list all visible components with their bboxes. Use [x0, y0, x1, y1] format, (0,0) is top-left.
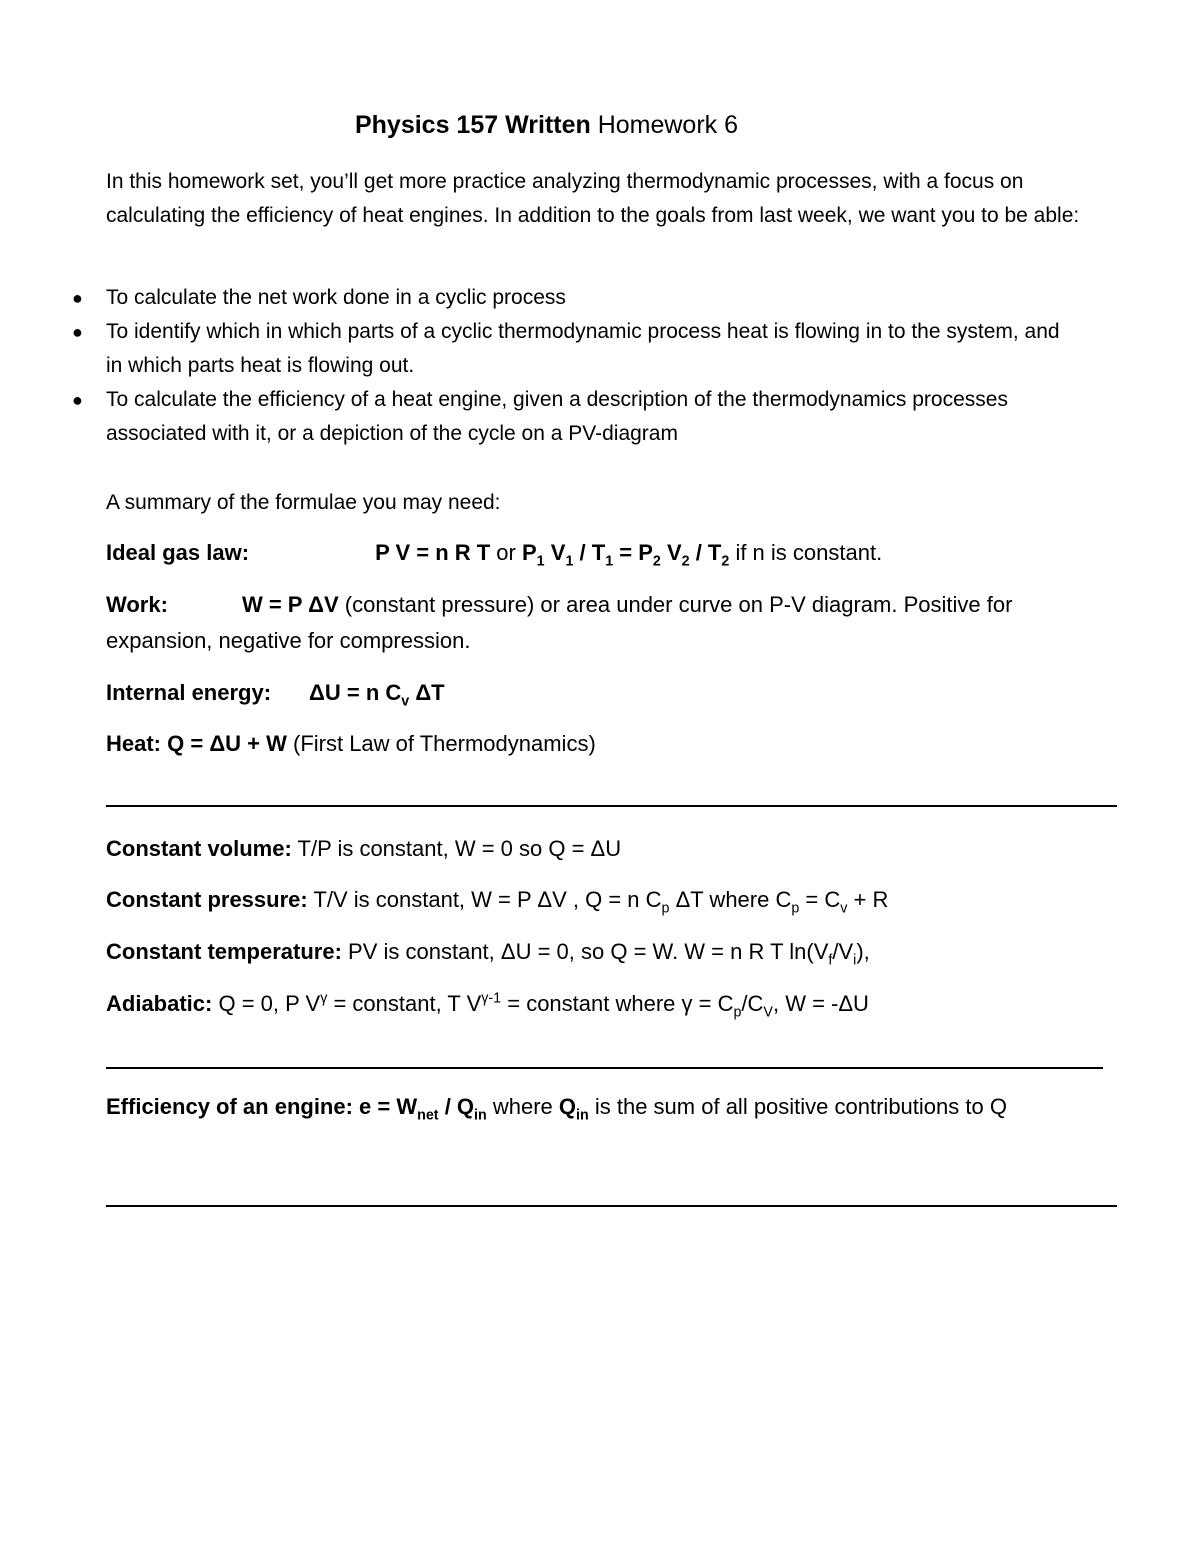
- constant-volume-formula: Constant volume: T/P is constant, W = 0 so Q = ΔU: [106, 836, 622, 861]
- divider-line: [106, 1205, 1117, 1207]
- bullet-icon: ●: [72, 322, 83, 342]
- divider-line: [106, 805, 1117, 807]
- work-formula: Work: W = P ΔV (constant pressure) or area under curve on P-V diagram. Positive for expansion, negative for compression.: [106, 592, 1013, 653]
- adiabatic-formula: Adiabatic: Q = 0, P $V^\gamma$ = constant, T $V^{\gamma-1}$ = constant where $\gamma = C_p/C_V$, W = -ΔU: [106, 990, 869, 1021]
- title-rest: Homework 6: [590, 111, 739, 139]
- goal-item: ● To calculate the efficiency of a heat engine, given a description of the thermodynamics processes associated with it, or a depiction of the cycle on a PV-diagram: [72, 383, 1072, 451]
- efficiency-formula: Efficiency of an engine: $e = W_{net} / Q_{in}$ where $Q_{in}$ is the sum of all positive contributions to Q: [106, 1094, 1007, 1124]
- constant-temperature-formula: Constant temperature: PV is constant, ΔU = 0, so Q = W. W = n R T $\ln(V_f/V_i)$,: [106, 939, 870, 969]
- title-bold: Physics 157 Written: [354, 111, 591, 139]
- page-title: [0, 108, 1093, 142]
- ideal-gas-law-formula: Ideal gas law: P V = n R T or $P_1$ $V_1 / T_1 = P_2$ $V_2 / T_2$ if n is constant.: [106, 540, 883, 570]
- goal-item: ● To calculate the net work done in a cyclic process: [72, 281, 1072, 315]
- heat-formula: Heat: Q = ΔU + W (First Law of Thermodynamics): [106, 731, 596, 756]
- internal-energy-formula: Internal energy: ΔU = n $C_v$ ΔT: [106, 680, 445, 710]
- goal-item: ● To identify which in which parts of a cyclic thermodynamic process heat is flowing in to the system, and in which parts heat is flowing out.: [72, 315, 1072, 383]
- summary-label: A summary of the formulae you may need:: [106, 491, 501, 514]
- divider-line: [106, 1067, 1103, 1069]
- goals-list: [72, 281, 1072, 451]
- bullet-icon: ●: [72, 288, 83, 308]
- constant-pressure-formula: Constant pressure: T/V is constant, W = P ΔV , Q = n $C_p$ ΔT where $C_p = C_v + R$: [106, 887, 889, 917]
- bullet-icon: ●: [72, 390, 83, 410]
- intro-paragraph: In this homework set, you’ll get more practice analyzing thermodynamic processes, with a focus on calculating the efficiency of heat engines. In addition to the goals from last week, we want you to be able:: [106, 170, 1080, 227]
